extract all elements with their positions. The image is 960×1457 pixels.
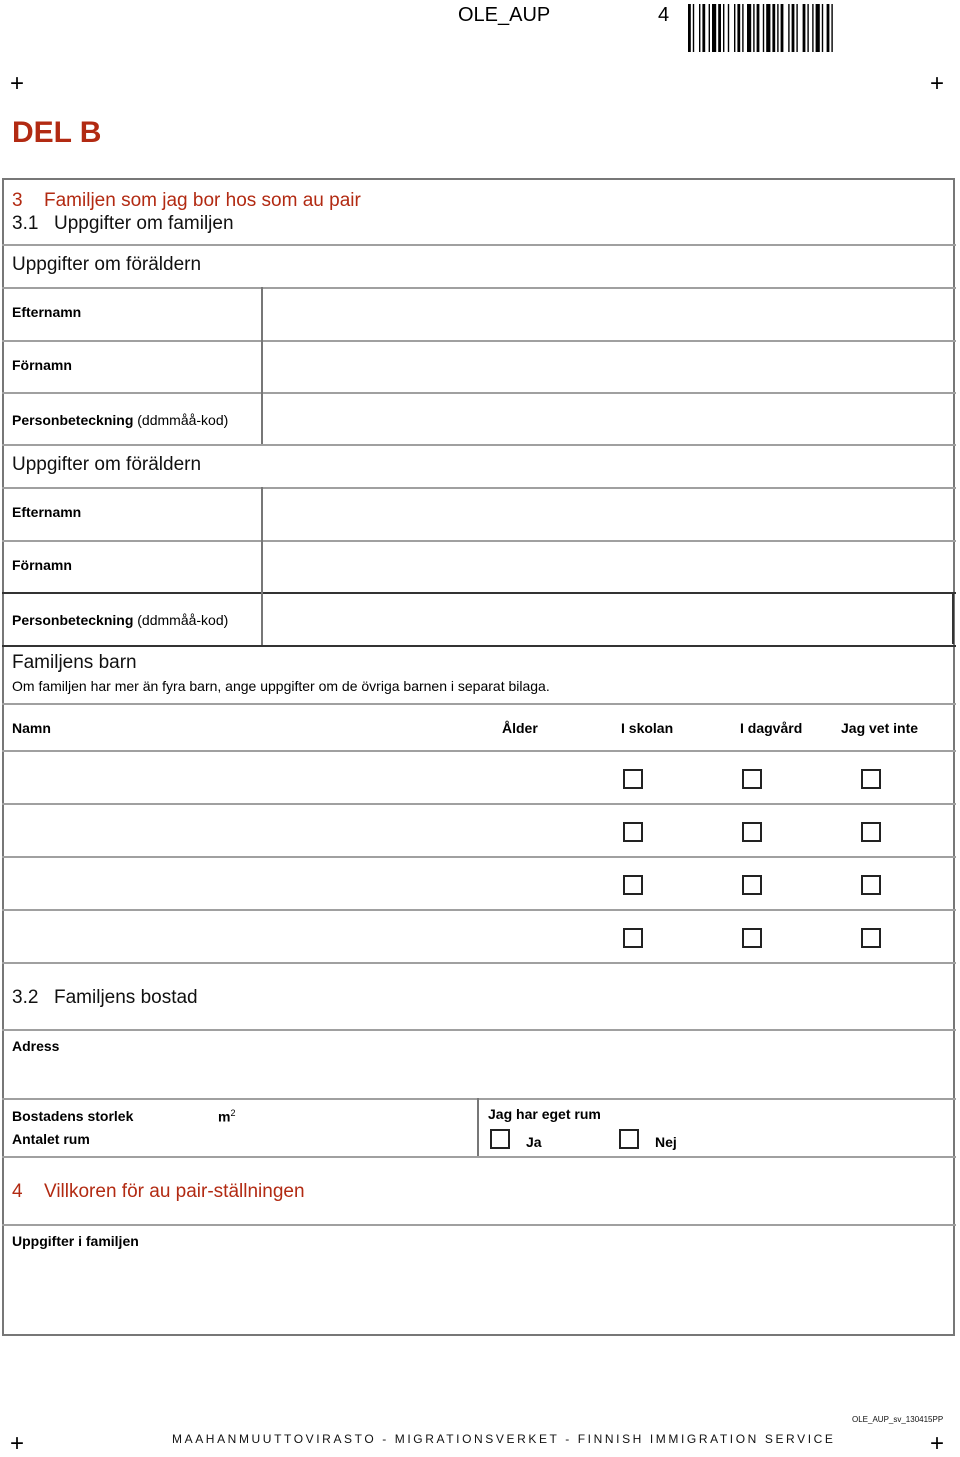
parent1-firstname-label: Förnamn	[12, 357, 72, 373]
address-field[interactable]	[4, 1056, 954, 1096]
own-room-yes-label: Ja	[526, 1134, 542, 1150]
footer-form-id: OLE_AUP_sv_130415PP	[852, 1415, 944, 1424]
parent1-firstname-field[interactable]	[264, 342, 954, 392]
child-4-age-field[interactable]	[496, 911, 606, 961]
address-label: Adress	[12, 1038, 60, 1054]
child-3-daycare-checkbox[interactable]	[742, 875, 762, 895]
parent1-surname-field[interactable]	[264, 289, 954, 339]
col-name-header: Namn	[12, 720, 51, 736]
barcode	[688, 4, 920, 52]
parent2-id-field[interactable]	[264, 594, 954, 644]
rooms-label: Antalet rum	[12, 1131, 90, 1147]
family-tasks-field[interactable]	[4, 1254, 954, 1332]
child-3-name-field[interactable]	[4, 858, 494, 908]
child-1-name-field[interactable]	[4, 752, 494, 802]
size-field[interactable]	[150, 1104, 210, 1126]
own-room-yes-checkbox[interactable]	[490, 1129, 510, 1149]
footer-agency: MAAHANMUUTTOVIRASTO - MIGRATIONSVERKET - FINNISH IMMIGRATION SERVICE	[172, 1432, 836, 1446]
child-4-daycare-checkbox[interactable]	[742, 928, 762, 948]
child-3-school-checkbox[interactable]	[623, 875, 643, 895]
own-room-label: Jag har eget rum	[488, 1106, 601, 1122]
children-note: Om familjen har mer än fyra barn, ange uppgifter om de övriga barnen i separat bilaga.	[12, 678, 550, 694]
section-3-title: 3 Familjen som jag bor hos som au pair	[12, 190, 361, 211]
child-4-school-checkbox[interactable]	[623, 928, 643, 948]
part-title: DEL B	[12, 116, 102, 149]
parent1-id-field[interactable]	[264, 394, 954, 444]
section-3-1-title: 3.1 Uppgifter om familjen	[12, 213, 234, 234]
parent2-surname-field[interactable]	[264, 489, 954, 539]
parent2-id-label: Personbeteckning (ddmmåå-kod)	[12, 612, 229, 628]
col-school-header: I skolan	[621, 720, 674, 736]
child-2-name-field[interactable]	[4, 805, 494, 855]
parent2-surname-label: Efternamn	[12, 504, 82, 520]
col-age-header: Ålder	[502, 720, 538, 736]
parent2-firstname-field[interactable]	[264, 542, 954, 592]
child-2-school-checkbox[interactable]	[623, 822, 643, 842]
child-3-unknown-checkbox[interactable]	[861, 875, 881, 895]
rooms-field[interactable]	[110, 1128, 210, 1150]
own-room-no-checkbox[interactable]	[619, 1129, 639, 1149]
page-number: 4	[658, 4, 670, 26]
section-4-title: 4 Villkoren för au pair-ställningen	[12, 1181, 305, 1202]
parent1-heading: Uppgifter om föräldern	[12, 254, 202, 275]
registration-mark: +	[930, 1430, 945, 1457]
size-unit: $m^2$	[218, 1108, 236, 1125]
child-1-school-checkbox[interactable]	[623, 769, 643, 789]
col-unknown-header: Jag vet inte	[841, 720, 919, 736]
child-1-unknown-checkbox[interactable]	[861, 769, 881, 789]
child-4-unknown-checkbox[interactable]	[861, 928, 881, 948]
form-code: OLE_AUP	[458, 4, 551, 26]
children-heading: Familjens barn	[12, 652, 137, 673]
parent1-surname-label: Efternamn	[12, 304, 82, 320]
registration-mark: +	[10, 70, 25, 97]
own-room-no-label: Nej	[655, 1134, 677, 1150]
child-2-daycare-checkbox[interactable]	[742, 822, 762, 842]
registration-mark: +	[930, 70, 945, 97]
child-1-age-field[interactable]	[496, 752, 606, 802]
child-2-age-field[interactable]	[496, 805, 606, 855]
size-label: Bostadens storlek	[12, 1108, 134, 1124]
parent2-heading: Uppgifter om föräldern	[12, 454, 202, 475]
section-3-2-title: 3.2 Familjens bostad	[12, 987, 198, 1008]
child-3-age-field[interactable]	[496, 858, 606, 908]
child-4-name-field[interactable]	[4, 911, 494, 961]
child-1-daycare-checkbox[interactable]	[742, 769, 762, 789]
child-2-unknown-checkbox[interactable]	[861, 822, 881, 842]
family-tasks-label: Uppgifter i familjen	[12, 1233, 139, 1249]
parent1-id-label: Personbeteckning (ddmmåå-kod)	[12, 412, 229, 428]
col-daycare-header: I dagvård	[740, 720, 803, 736]
parent2-firstname-label: Förnamn	[12, 557, 72, 573]
registration-mark: +	[10, 1430, 25, 1457]
